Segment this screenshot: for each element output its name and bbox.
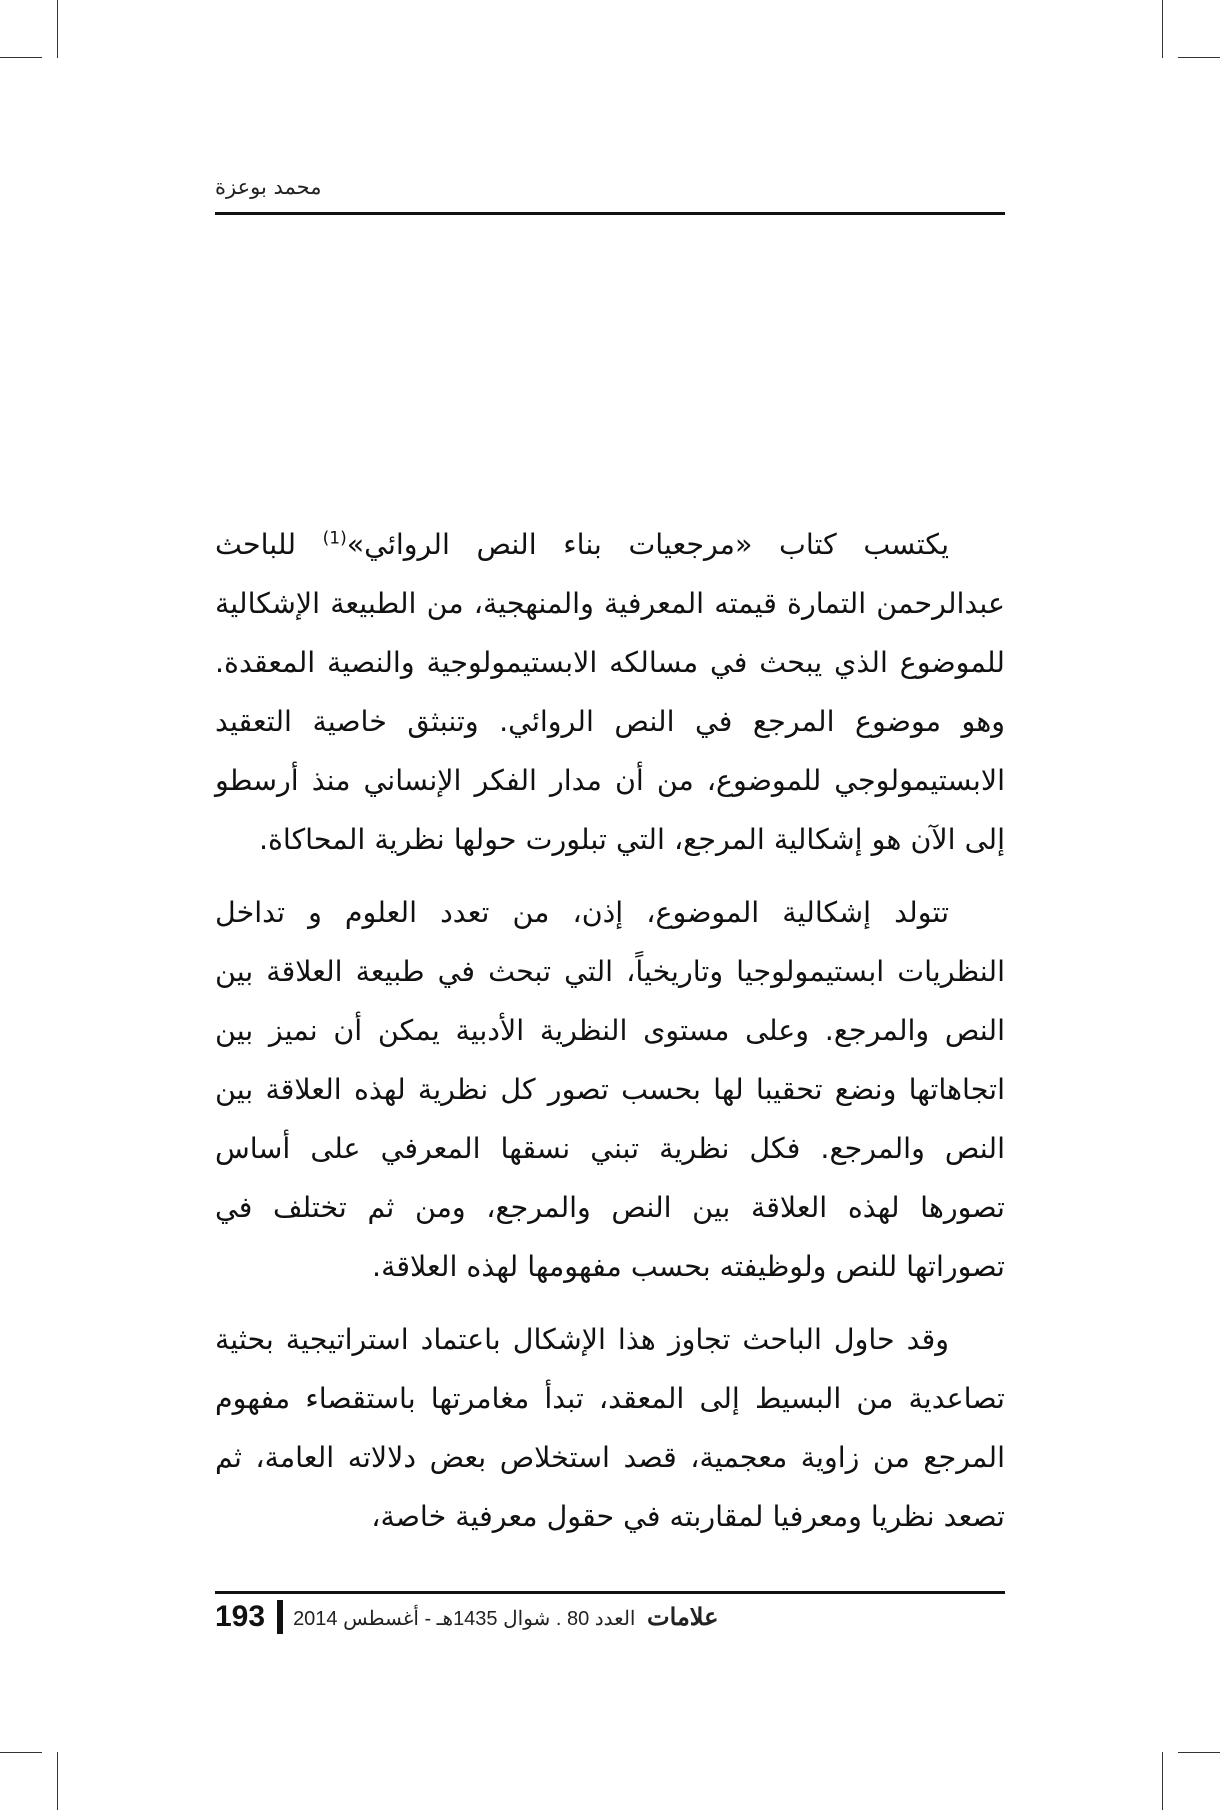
running-header-author: محمد بوعزة (215, 175, 322, 199)
crop-mark (1162, 0, 1163, 58)
page-number: 193 (215, 1600, 266, 1633)
footnote-marker: (1) (322, 528, 347, 549)
issue-info: العدد 80 . شوال 1435هـ - أغسطس 2014 (293, 1607, 636, 1630)
crop-mark (1178, 57, 1220, 58)
footer-separator (277, 1600, 283, 1634)
journal-name: علامات (647, 1603, 719, 1631)
paragraph-1 (215, 515, 1005, 869)
article-body (215, 515, 1005, 1546)
paragraph-1-start: يكتسب كتاب «مرجعيات بناء النص الروائي» (346, 528, 949, 561)
crop-mark (1162, 1752, 1163, 1810)
crop-mark (0, 1752, 42, 1753)
paragraph-3: وقد حاول الباحث تجاوز هذا الإشكال باعتماد استراتيجية بحثية تصاعدية من البسيط إلى المعقد، تبدأ مغامرتها باستقصاء مفهوم المرجع من زاوية معجمية، قصد استخلاص بعض دلالاته العامة، ثم تصعد نظريا ومعرفيا لمقاربته في حقول معرفية خاصة، (215, 1323, 1005, 1533)
paragraph-2: تتولد إشكالية الموضوع، إذن، من تعدد العلوم و تداخل النظريات ابستيمولوجيا وتاريخياً، التي تبحث في طبيعة العلاقة بين النص والمرجع. وعلى مستوى النظرية الأدبية يمكن أن نميز بين اتجاهاتها ونضع تحقيبا لها بحسب تصور كل نظرية لهذه العلاقة بين النص والمرجع. فكل نظرية تبني نسقها المعرفي على أساس تصورها لهذه العلاقة بين النص والمرجع، ومن ثم تختلف في تصوراتها للنص ولوظيفته بحسب مفهومها لهذه العلاقة. (215, 896, 1005, 1283)
paragraph-1-rest: للباحث عبدالرحمن التمارة قيمته المعرفية والمنهجية، من الطبيعة الإشكالية للموضوع الذي يبحث في مسالكه الابستيمولوجية والنصية المعقدة. وهو موضوع المرجع في النص الروائي. وتنبثق خاصية التعقيد الابستيمولوجي للموضوع، من أن مدار الفكر الإنساني منذ أرسطو إلى الآن هو إشكالية المرجع، التي تبلورت حولها نظرية المحاكاة. (215, 528, 1005, 856)
issue-line (293, 1603, 718, 1632)
header-rule (215, 212, 1005, 215)
crop-mark (57, 0, 58, 58)
crop-mark (1178, 1752, 1220, 1753)
crop-mark (0, 57, 42, 58)
footer-rule (215, 1591, 1005, 1594)
page-footer (215, 1597, 815, 1637)
crop-mark (57, 1752, 58, 1810)
